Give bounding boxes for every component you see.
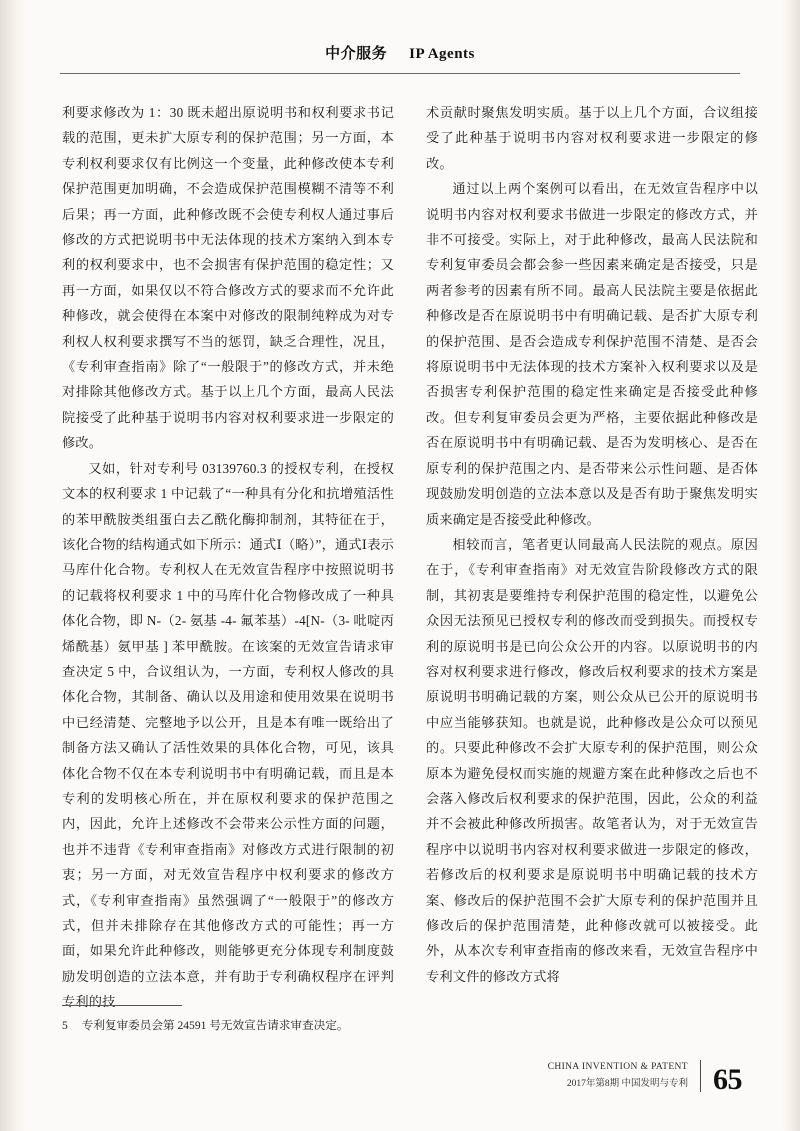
paragraph: 术贡献时聚焦发明实质。基于以上几个方面，合议组接受了此种基于说明书内容对权利要求进一步限定的修改。 (426, 105, 758, 171)
footer-brand (548, 1060, 688, 1095)
header-title (60, 42, 740, 63)
footer-brand-en: CHINA INVENTION & PATENT (547, 1062, 688, 1072)
footnote-divider (62, 1005, 182, 1006)
right-column (426, 100, 758, 1015)
footnote-section (62, 1005, 394, 1036)
footer-divider (700, 1060, 701, 1092)
paragraph: 又如，针对专利号 03139760.3 的授权专利，在授权文本的权利要求 1 中记载了“一种具有分化和抗增殖活性的苯甲酰胺类组蛋白去乙酰化酶抑制剂，其特征在于，该化合物的结构通式如下所示：通式Ⅰ（略）”，通式Ⅰ表示马库什化合物。专利权人在无效宣告程序中按照说明书的记载将权利要求 1 中的马库什化合物修改成了一种具体化合物，即 N-（2- 氨基 -4- 氟苯基）-4[N-（3- 吡啶丙烯酰基）氨甲基 ] 苯甲酰胺。在该案的无效宣告请求审查决定 5 中，合议组认为，一方面，专利权人修改的具体化合物，其制备、确认以及用途和使用效果在说明书中已经清楚、完整地予以公开，且是本有唯一既给出了制备方法又确认了活性效果的具体化合物，可见，该具体化合物不仅在本专利说明书中有明确记载，而且是本专利的发明核心所在，并在原权利要求的保护范围之内，因此，允许上述修改不会带来公示性方面的问题，也并不违背《专利审查指南》对修改方式进行限制的初衷；另一方面，对无效宣告程序中权利要求的修改方式，《专利审查指南》虽然强调了“一般限于”的修改方式，但并未排除存在其他修改方式的可能性；再一方面，如果允许此种修改，则能够更充分体现专利制度鼓励发明创造的立法本意，并有助于专利确权程序在评判专利的技 (62, 460, 394, 1010)
body-columns (62, 100, 758, 1015)
footnote-number: 5 (62, 1019, 68, 1032)
header-title-cn: 中介服务 (325, 46, 388, 62)
left-column (62, 100, 394, 1015)
paragraph: 利要求修改为 1：30 既未超出原说明书和权利要求书记载的范围，更未扩大原专利的保护范围；另一方面，本专利权利要求仅有比例这一个变量，此种修改使本专利保护范围更加明确，不会造成保护范围模糊不清等不利后果；再一方面，此种修改既不会使专利权人通过事后修改的方式把说明书中无法体现的技术方案纳入到本专利的权利要求中，也不会损害有保护范围的稳定性；又再一方面，如果仅以不符合修改方式的要求而不允许此种修改，就会使得在本案中对修改的限制纯粹成为对专利权人权利要求撰写不当的惩罚，缺乏合理性，况且，《专利审查指南》除了“一般限于”的修改方式，并未绝对排除其他修改方式。基于以上几个方面，最高人民法院接受了此种基于说明书内容对权利要求进一步限定的修改。 (62, 105, 394, 451)
footnote (62, 1016, 394, 1036)
page-number: 65 (713, 1063, 742, 1096)
header-divider (60, 73, 740, 74)
footer-brand-cn: 2017年第8期 中国发明与专利 (566, 1079, 688, 1089)
header-title-en: IP Agents (409, 46, 475, 62)
page-footer (548, 1060, 742, 1095)
paragraph: 相较而言，笔者更认同最高人民法院的观点。原因在于，《专利审查指南》对无效宣告阶段修改方式的限制，其初衷是要维持专利保护范围的稳定性，以避免公众因无法预见已授权专利的修改而受到损失。而授权专利的原说明书是已向公众公开的内容。以原说明书的内容对权利要求进行修改，修改后权利要求的技术方案是原说明书明确记载的方案，则公众从已公开的原说明书中应当能够获知。也就是说，此种修改是公众可以预见的。只要此种修改不会扩大原专利的保护范围，则公众原本为避免侵权而实施的规避方案在此种修改之后也不会落入修改后权利要求的保护范围，因此，公众的利益并不会被此种修改所损害。故笔者认为，对于无效宣告程序中以说明书内容对权利要求做进一步限定的修改，若修改后的权利要求是原说明书中明确记载的技术方案、修改后的保护范围不会扩大原专利的保护范围并且修改后的保护范围清楚，此种修改就可以被接受。此外，从本次专利审查指南的修改来看，无效宣告程序中专利文件的修改方式将 (426, 536, 758, 984)
footnote-text: 专利复审委员会第 24591 号无效宣告请求审查决定。 (81, 1019, 349, 1032)
paragraph: 通过以上两个案例可以看出，在无效宣告程序中以说明书内容对权利要求书做进一步限定的修改方式，并非不可接受。实际上，对于此种修改，最高人民法院和专利复审委员会都会参一些因素来确定是否接受，只是两者参考的因素有所不同。最高人民法院主要是依据此种修改是否在原说明书中有明确记载、是否扩大原专利的保护范围、是否会造成专利保护范围不清楚、是否会将原说明书中无法体现的技术方案补入权利要求以及是否损害专利保护范围的稳定性来确定是否接受此种修改。但专利复审委员会更为严格，主要依据此种修改是否在原说明书中有明确记载、是否为发明核心、是否在原专利的保护范围之内、是否带来公示性问题、是否体现鼓励发明创造的立法本意以及是否有助于聚焦发明实质来确定是否接受此种修改。 (426, 181, 758, 527)
page-header (60, 42, 740, 74)
